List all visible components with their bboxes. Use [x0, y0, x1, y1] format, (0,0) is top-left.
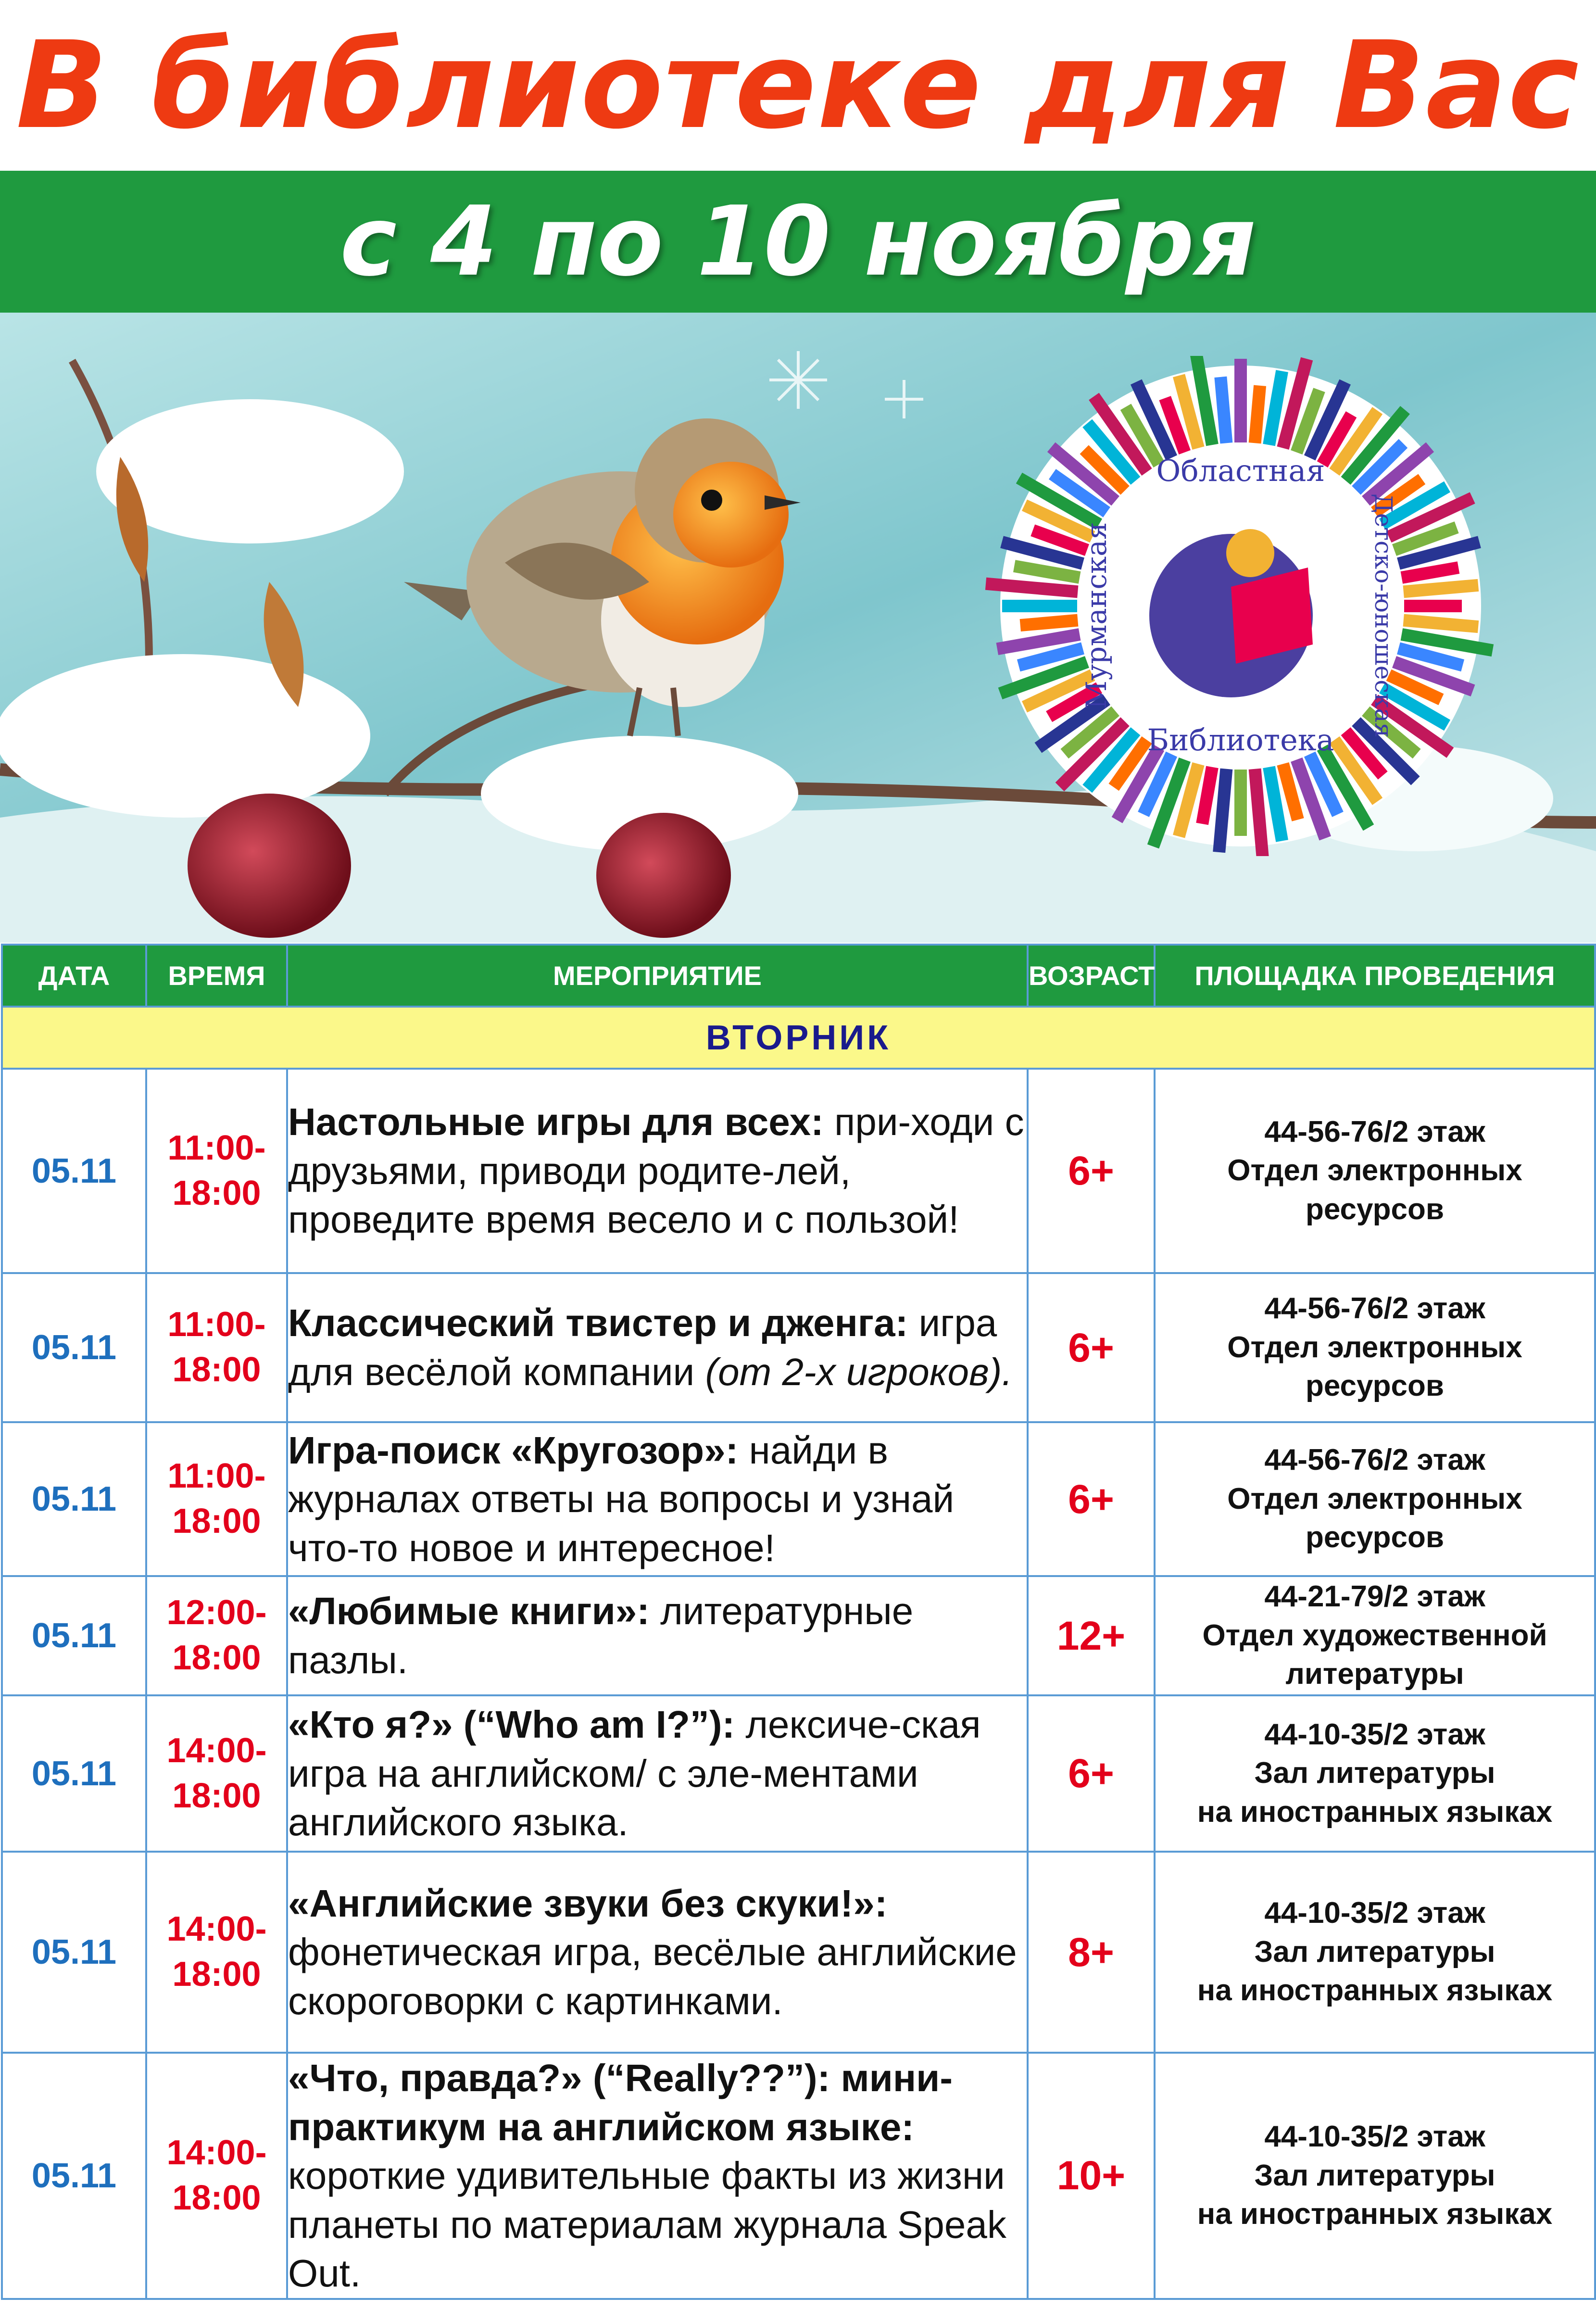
row-venue-phone: 44-21-79/2 этаж: [1264, 1580, 1485, 1614]
row-venue-line1: Отдел электронных: [1227, 1482, 1522, 1515]
row-venue: [1155, 1273, 1595, 1422]
book-spine: [986, 584, 1078, 592]
row-time-end: 18:00: [172, 1174, 261, 1212]
table-row: [2, 1695, 1595, 1852]
table-row: [2, 1069, 1595, 1273]
row-venue-line1: Зал литературы: [1254, 1935, 1495, 1969]
day-label: ВТОРНИК: [2, 1007, 1595, 1069]
row-age: 12+: [1028, 1576, 1155, 1695]
table-header-row: [2, 945, 1595, 1007]
row-time-end: 18:00: [172, 2178, 261, 2217]
row-event-title: «Кто я?» (“Who am I?”):: [288, 1703, 735, 1746]
row-age: 6+: [1028, 1273, 1155, 1422]
row-age: 6+: [1028, 1069, 1155, 1273]
logo-text-top: Областная: [1156, 453, 1325, 488]
logo-text-left: Мурманская: [1080, 522, 1113, 709]
row-venue-line2: ресурсов: [1305, 1369, 1445, 1403]
row-time-end: 18:00: [172, 1955, 261, 1994]
table-row: [2, 1422, 1595, 1576]
col-header-date: ДАТА: [2, 945, 146, 1007]
date-range-text: с 4 по 10 ноября: [339, 186, 1257, 298]
row-venue-line1: Зал литературы: [1254, 1756, 1495, 1790]
row-event-note: (от 2-х игроков).: [705, 1351, 1013, 1393]
row-venue-line1: Зал литературы: [1254, 2159, 1495, 2192]
row-venue-line2: на иностранных языках: [1197, 1795, 1553, 1829]
col-header-venue: ПЛОЩАДКА ПРОВЕДЕНИЯ: [1155, 945, 1595, 1007]
row-venue-line1: Отдел электронных: [1227, 1330, 1522, 1364]
row-time-end: 18:00: [172, 1502, 261, 1540]
row-venue-phone: 44-56-76/2 этаж: [1264, 1292, 1485, 1325]
winter-robin-photo: [0, 313, 1596, 943]
row-time: [146, 1069, 287, 1273]
logo-text-right: Детско-юношеская: [1370, 493, 1397, 738]
day-row: [2, 1007, 1595, 1069]
row-time-start: 11:00-: [167, 1128, 266, 1167]
row-time-end: 18:00: [172, 1351, 261, 1389]
row-time: [146, 1576, 287, 1695]
row-event-title: Настольные игры для всех:: [288, 1100, 824, 1144]
row-event: [287, 1422, 1028, 1576]
row-event: [287, 1069, 1028, 1273]
row-time-start: 11:00-: [167, 1457, 266, 1496]
row-venue-line2: на иностранных языках: [1197, 1974, 1553, 2007]
row-venue: [1155, 1422, 1595, 1576]
row-event: [287, 2053, 1028, 2299]
row-event: [287, 1695, 1028, 1852]
logo-text-bottom: Библиотека: [1147, 722, 1334, 757]
row-time: [146, 1695, 287, 1852]
row-venue-line2: ресурсов: [1305, 1521, 1445, 1554]
row-event-text: литературные пазлы.: [288, 1590, 914, 1681]
table-row: [2, 1576, 1595, 1695]
table-row: [2, 1852, 1595, 2053]
book-spine: [1020, 620, 1078, 625]
row-event: [287, 1576, 1028, 1695]
row-age: 8+: [1028, 1852, 1155, 2053]
row-date: 05.11: [2, 2053, 146, 2299]
row-time-start: 12:00-: [166, 1593, 267, 1632]
row-date: 05.11: [2, 1422, 146, 1576]
book-spine: [1255, 386, 1260, 443]
row-event-text: лексиче-ская игра на английском/ с эле-ментами английского языка.: [288, 1703, 981, 1844]
row-venue-line1: Отдел художественной: [1202, 1618, 1547, 1652]
book-spine: [1404, 585, 1478, 592]
schedule-table: [1, 944, 1596, 2300]
row-event-title: «Любимые книги»:: [288, 1590, 650, 1633]
row-time-end: 18:00: [172, 1639, 261, 1677]
row-venue-phone: 44-10-35/2 этаж: [1264, 1717, 1485, 1751]
row-time-end: 18:00: [172, 1776, 261, 1815]
row-venue-phone: 44-10-35/2 этаж: [1264, 2120, 1485, 2154]
table-row: [2, 1273, 1595, 1422]
row-event: [287, 1852, 1028, 2053]
row-venue-phone: 44-10-35/2 этаж: [1264, 1896, 1485, 1930]
row-venue-line2: ресурсов: [1305, 1192, 1445, 1226]
col-header-time: ВРЕМЯ: [146, 945, 287, 1007]
row-age: 6+: [1028, 1695, 1155, 1852]
row-time-start: 14:00-: [166, 1731, 267, 1770]
row-event-text: найди в журналах ответы на вопросы и узнай что-то новое и интересное!: [288, 1428, 955, 1569]
book-spine: [1255, 769, 1263, 856]
col-header-event: МЕРОПРИЯТИЕ: [287, 945, 1028, 1007]
row-venue-line2: на иностранных языках: [1197, 2197, 1553, 2231]
row-time-start: 14:00-: [166, 1910, 267, 1949]
row-time: [146, 1422, 287, 1576]
row-venue: [1155, 2053, 1595, 2299]
row-event-title: «Что, правда?» (“Really??”): мини-практикум на английском языке:: [288, 2057, 953, 2148]
row-date: 05.11: [2, 1576, 146, 1695]
row-time: [146, 1273, 287, 1422]
book-spine: [1220, 377, 1226, 443]
col-header-age: ВОЗРАСТ: [1028, 945, 1155, 1007]
book-spine: [1219, 769, 1226, 852]
row-venue-line2: литературы: [1285, 1657, 1464, 1691]
row-time: [146, 1852, 287, 2053]
row-event-text: игра для весёлой компании: [288, 1301, 997, 1393]
row-event-title: Игра-поиск «Кругозор»:: [288, 1428, 739, 1472]
row-venue: [1155, 1695, 1595, 1852]
row-date: 05.11: [2, 1273, 146, 1422]
row-event-title: Классический твистер и дженга:: [288, 1301, 908, 1345]
row-age: 10+: [1028, 2053, 1155, 2299]
row-time: [146, 2053, 287, 2299]
row-time-start: 14:00-: [166, 2133, 267, 2172]
page-title: В библиотеке для Вас: [16, 15, 1580, 155]
row-date: 05.11: [2, 1852, 146, 2053]
row-date: 05.11: [2, 1069, 146, 1273]
row-venue: [1155, 1852, 1595, 2053]
table-row: [2, 2053, 1595, 2299]
book-spine: [1404, 620, 1478, 627]
row-venue: [1155, 1576, 1595, 1695]
row-venue-line1: Отдел электронных: [1227, 1154, 1522, 1187]
row-venue: [1155, 1069, 1595, 1273]
row-date: 05.11: [2, 1695, 146, 1852]
row-event-text: при-ходи с друзьями, приводи родите-лей, проведите время весело и с пользой!: [288, 1100, 1024, 1241]
date-range-banner: [0, 171, 1596, 313]
row-event-title: «Английские звуки без скуки!»:: [288, 1881, 888, 1925]
row-event: [287, 1273, 1028, 1422]
row-venue-phone: 44-56-76/2 этаж: [1264, 1115, 1485, 1149]
row-event-text: фонетическая игра, весёлые английские скороговорки с картинками.: [288, 1931, 1017, 2022]
row-time-start: 11:00-: [167, 1305, 266, 1344]
library-logo: [943, 356, 1539, 856]
row-venue-phone: 44-56-76/2 этаж: [1264, 1443, 1485, 1477]
row-event-text: короткие удивительные факты из жизни планеты по материалам журнала Speak Out.: [288, 2154, 1006, 2295]
row-age: 6+: [1028, 1422, 1155, 1576]
